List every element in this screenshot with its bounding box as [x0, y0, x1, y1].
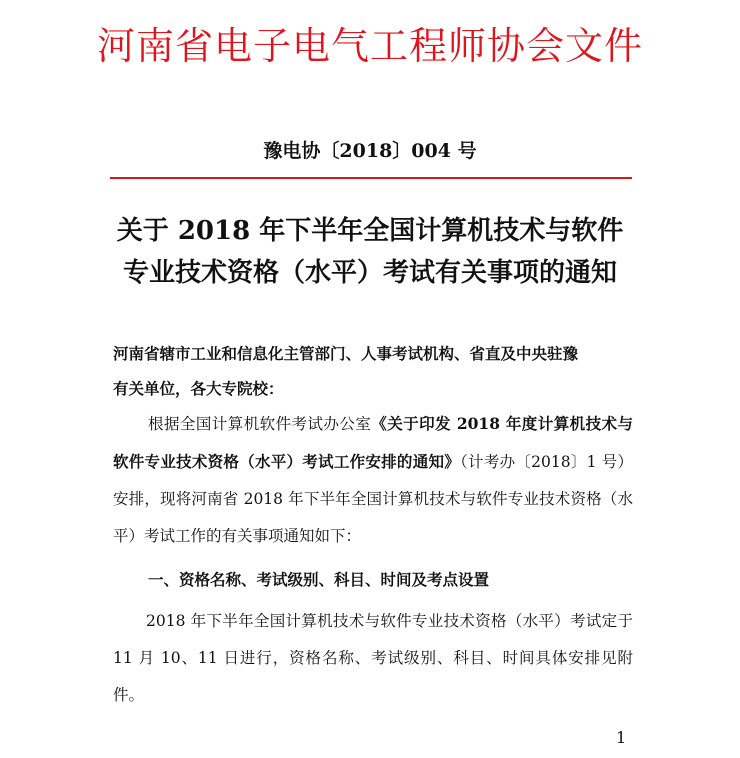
section-heading-1: 一、资格名称、考试级别、科目、时间及考点设置: [148, 570, 490, 589]
notice-title-line-1: 关于 2018 年下半年全国计算机技术与软件: [116, 216, 624, 246]
addressee-line-2: 有关单位，各大专院校：: [113, 379, 284, 398]
body-paragraph-1: [113, 405, 633, 555]
p1-suffix: （计考办〔2018〕1 号）安排，现将河南省 2018 年下半年全国计算机技术与软件专业技术资格（水平）考试工作的有关事项通知如下：: [113, 453, 633, 545]
notice-title-line-2: 专业技术资格（水平）考试有关事项的通知: [122, 258, 617, 288]
referenced-notice-title: 《关于印发 2018 年度计算机技术与软件专业技术资格（水平）考试工作安排的通知》: [113, 414, 633, 471]
notice-title: [0, 210, 740, 294]
addressee: [113, 336, 633, 406]
red-divider: [110, 177, 632, 179]
body-paragraph-2: 2018 年下半年全国计算机技术与软件专业技术资格（水平）考试定于 11 月 10、11 日进行，资格名称、考试级别、科目、时间具体安排见附件。: [113, 612, 633, 704]
document-number: 豫电协〔2018〕004 号: [263, 140, 477, 162]
org-title: 河南省电子电气工程师协会文件: [96, 24, 643, 68]
p1-prefix: 根据全国计算机软件考试办公室: [148, 415, 372, 433]
page-number: 1: [616, 728, 627, 747]
addressee-line-1: 河南省辖市工业和信息化主管部门、人事考试机构、省直及中央驻豫: [113, 344, 579, 363]
